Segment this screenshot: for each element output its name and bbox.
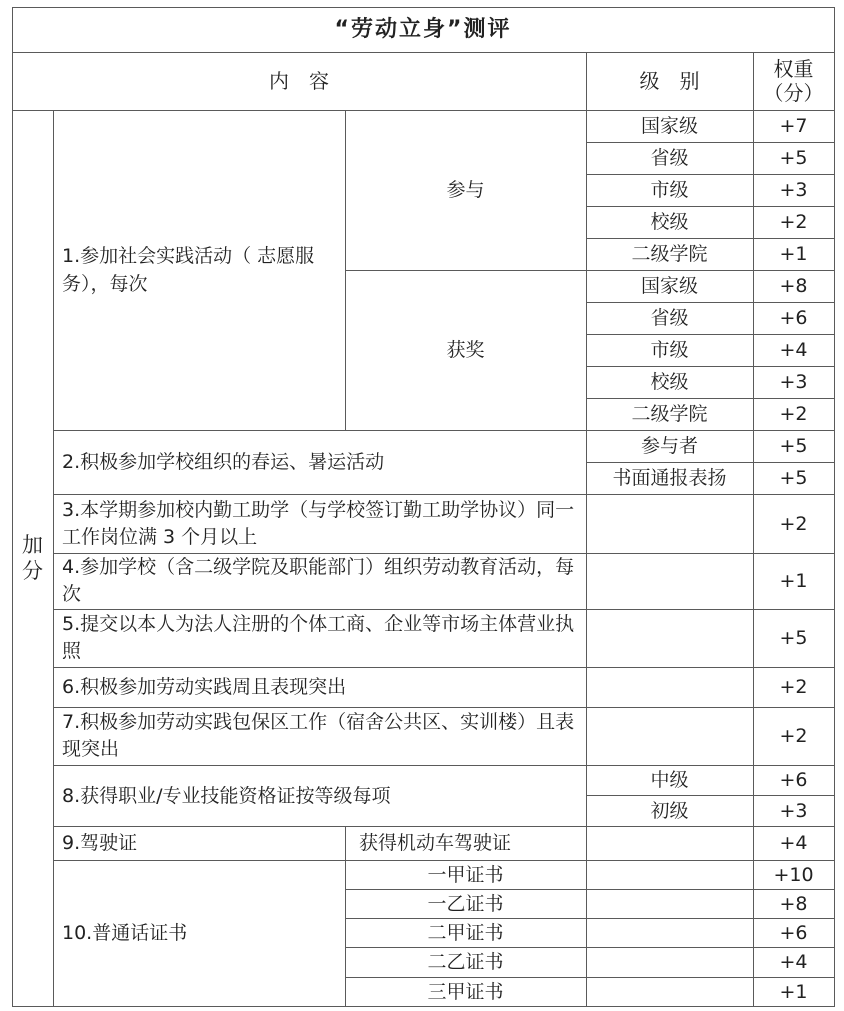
row1-level: 市级 [650,179,689,201]
row10-score: +4 [779,951,808,973]
row10-item: 二乙证书 [427,951,504,973]
row9-score: +4 [779,832,808,854]
header-level: 级 别 [639,69,700,93]
row1-level: 二级学院 [631,243,708,265]
row1-score: +2 [779,211,808,233]
page-title: “劳动立身”测评 [334,16,512,42]
row9-sub: 获得机动车驾驶证 [359,832,512,854]
row1-score: +3 [779,371,808,393]
row2-level: 参与者 [640,435,698,457]
row7-score: +2 [779,725,808,747]
row4-content: 4.参加学校（含二级学院及职能部门）组织劳动教育活动，每次 [62,556,575,605]
row1-score: +1 [779,243,808,265]
row10-score: +8 [779,892,808,915]
row10-item: 二甲证书 [427,921,504,944]
row5-content: 5.提交以本人为法人注册的个体工商、企业等市场主体营业执照 [62,613,575,662]
grid-line-h [12,1006,835,1007]
row3-score: +2 [779,512,808,535]
row1-level: 国家级 [640,275,698,297]
row1-score: +5 [779,147,808,169]
row1-level: 国家级 [640,115,698,137]
row1-content: 1.参加社会实践活动（ 志愿服务），每次 [62,245,315,295]
row8-level: 初级 [650,799,689,822]
row1-group-participate: 参与 [446,179,485,201]
row1-score: +4 [779,339,808,361]
row1-level: 校级 [650,211,689,233]
row10-content: 10.普通话证书 [62,922,188,944]
row8-content: 8.获得职业/专业技能资格证按等级每项 [62,784,391,807]
row7-content: 7.积极参加劳动实践包保区工作（宿舍公共区、实训楼）且表现突出 [62,711,575,760]
row1-score: +3 [779,179,808,201]
row10-item: 三甲证书 [427,980,504,1003]
row1-group-award: 获奖 [446,339,485,361]
row1-score: +7 [779,115,808,137]
grid-line-v [834,7,835,1007]
row5-score: +5 [779,627,808,649]
row10-score: +6 [779,921,808,944]
row1-level: 省级 [650,307,689,329]
row10-item: 一乙证书 [427,892,504,915]
row1-score: +6 [779,307,808,329]
row10-score: +10 [773,863,814,886]
row9-content: 9.驾驶证 [62,832,138,854]
row3-content: 3.本学期参加校内勤工助学（与学校签订勤工助学协议）同一工作岗位满 3 个月以上 [62,498,575,548]
row4-score: +1 [779,570,808,592]
row6-score: +2 [779,676,808,698]
header-content: 内 容 [269,69,329,93]
row1-score: +8 [779,275,808,297]
row10-score: +1 [779,980,808,1003]
header-weight: 权重（分） [763,57,824,105]
row1-level: 省级 [650,147,689,169]
grid-line-v [753,52,754,111]
section-label: 加分 [22,533,43,583]
row8-score: +3 [779,799,808,822]
row6-content: 6.积极参加劳动实践周且表现突出 [62,675,347,698]
row1-score: +2 [779,403,808,425]
row8-score: +6 [779,769,808,791]
row2-score: +5 [779,467,808,489]
row2-score: +5 [779,435,808,457]
grid-line-v [53,110,54,1007]
row1-level: 市级 [650,339,689,361]
row2-level: 书面通报表扬 [612,467,727,489]
row10-item: 一甲证书 [427,863,504,886]
row1-level: 二级学院 [631,403,708,425]
row2-content: 2.积极参加学校组织的春运、暑运活动 [62,451,385,473]
row1-level: 校级 [650,371,689,393]
grid-line-v [12,7,13,1007]
row8-level: 中级 [650,769,689,791]
